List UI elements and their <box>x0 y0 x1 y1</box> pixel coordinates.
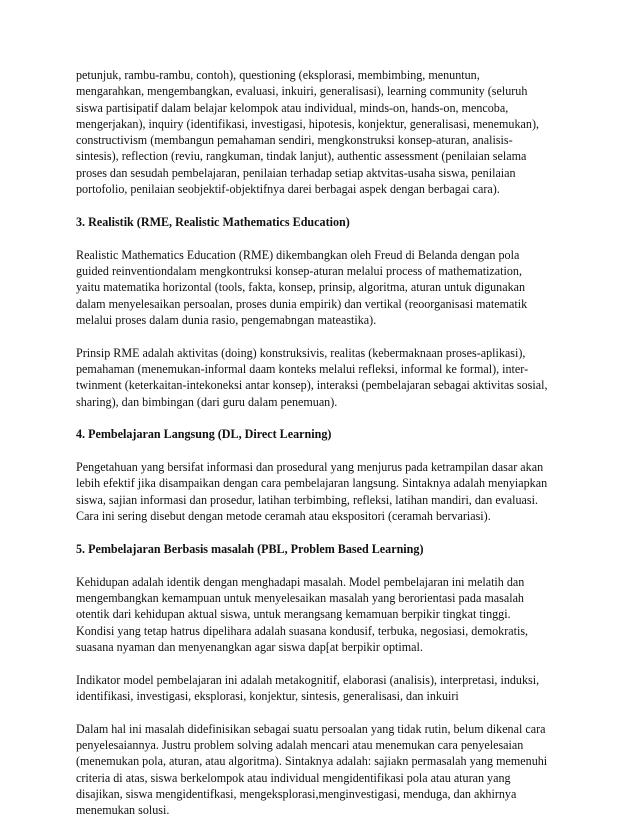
paragraph-rme-principles: Prinsip RME adalah aktivitas (doing) konstruksivis, realitas (kebermaknaan proses-aplikasi), pemahaman (menemukan-informal daam konteks melalui refleksi, informal ke formal), inter- twinment (keterkaitan-intekoneksi antar konsep), interaksi (pembelajaran sebagai aktivitas sosial, sharing), dan bimbingan (dari guru dalam penemuan). <box>76 345 548 409</box>
document-page <box>76 67 571 835</box>
paragraph-rme-definition: Realistic Mathematics Education (RME) dikembangkan oleh Freud di Belanda dengan pola guided reinventiondalam mengkontruksi konsep-aturan melalui process of mathematization, yaitu matematika horizontal (tools, fakta, konsep, prinsip, algoritma, aturan untuk digunakan dalam menyelesaikan persoalan, proses dunia empirik) dan vertikal (reoorganisasi matematik melalui proses dalam dunia rasio, pengemabngan mateastika). <box>76 247 528 327</box>
paragraph-continuation: petunjuk, rambu-rambu, contoh), questioning (eksplorasi, membimbing, menuntun, mengarahkan, mengembangkan, evaluasi, inkuiri, generalisasi), learning community (seluruh siswa partisipatif dalam belajar kelompok atau individual, minds-on, hands-on, mencoba, mengerjakan), inquiry (identifikasi, investigasi, hipotesis, konjektur, generalisasi, menemukan), constructivism (membangun pemahaman sendiri, mengkonstruksi konsep-aturan, analisis- sintesis), reflection (reviu, rangkuman, tindak lanjut), authentic assessment (penilaian selama proses dan sesudah pembelajaran, penilaian terhadap setiap aktvitas-usaha siswa, penilaian portofolio, penilaian seobjektif-objektifnya darei berbagai aspek dengan berbagai cara). <box>76 68 539 197</box>
paragraph-pbl-problem-solving: Dalam hal ini masalah didefinisikan sebagai suatu persoalan yang tidak rutin, belum dikenal cara penyelesaiannya. Justru problem solving adalah mencari atau menemukan cara penyelesaian (menemukan pola, aturan, atau algoritma). Sintaknya adalah: sajiakn permasalah yang memenuhi criteria di atas, siswa berkelompok atau individual mengidentifikasi pola atau aturan yang disajikan, siswa mengidentifkasi, mengeksplorasi,menginvestigasi, menduga, dan akhirnya menemukan solusi. <box>76 721 548 818</box>
paragraph-pbl-intro: Kehidupan adalah identik dengan menghadapi masalah. Model pembelajaran ini melatih dan mengembangkan kemampuan untuk menyelesaikan masalah yang berorientasi pada masalah otentik dari kehidupan aktual siswa, untuk merangsang kemamuan berpikir tingkat tinggi. Kondisi yang tetap hatrus dipelihara adalah suasana kondusif, terbuka, negosiasi, demokratis, suasana nyaman dan menyenangkan agar siswa dap[at berpikir optimal. <box>76 574 529 654</box>
paragraph-pbl-indicators: Indikator model pembelajaran ini adalah metakognitif, elaborasi (analisis), interpretasi, induksi, identifikasi, investigasi, eksplorasi, konjektur, sintesis, generalisasi, dan inkuiri <box>76 672 540 703</box>
section-heading-direct-learning: 4. Pembelajaran Langsung (DL, Direct Learning) <box>76 427 332 442</box>
paragraph-direct-learning: Pengetahuan yang bersifat informasi dan prosedural yang menjurus pada ketrampilan dasar akan lebih efektif jika disampaikan dengan cara pembelajaran langsung. Sintaknya adalah menyiapkan siswa, sajian informasi dan prosedur, latihan terbimbing, refleksi, latihan mandiri, dan evaluasi. Cara ini sering disebut dengan metode ceramah atau ekspositori (ceramah bervariasi). <box>76 460 548 524</box>
section-heading-rme: 3. Realistik (RME, Realistic Mathematics Education) <box>76 214 350 229</box>
section-heading-pbl: 5. Pembelajaran Berbasis masalah (PBL, Problem Based Learning) <box>76 541 424 556</box>
